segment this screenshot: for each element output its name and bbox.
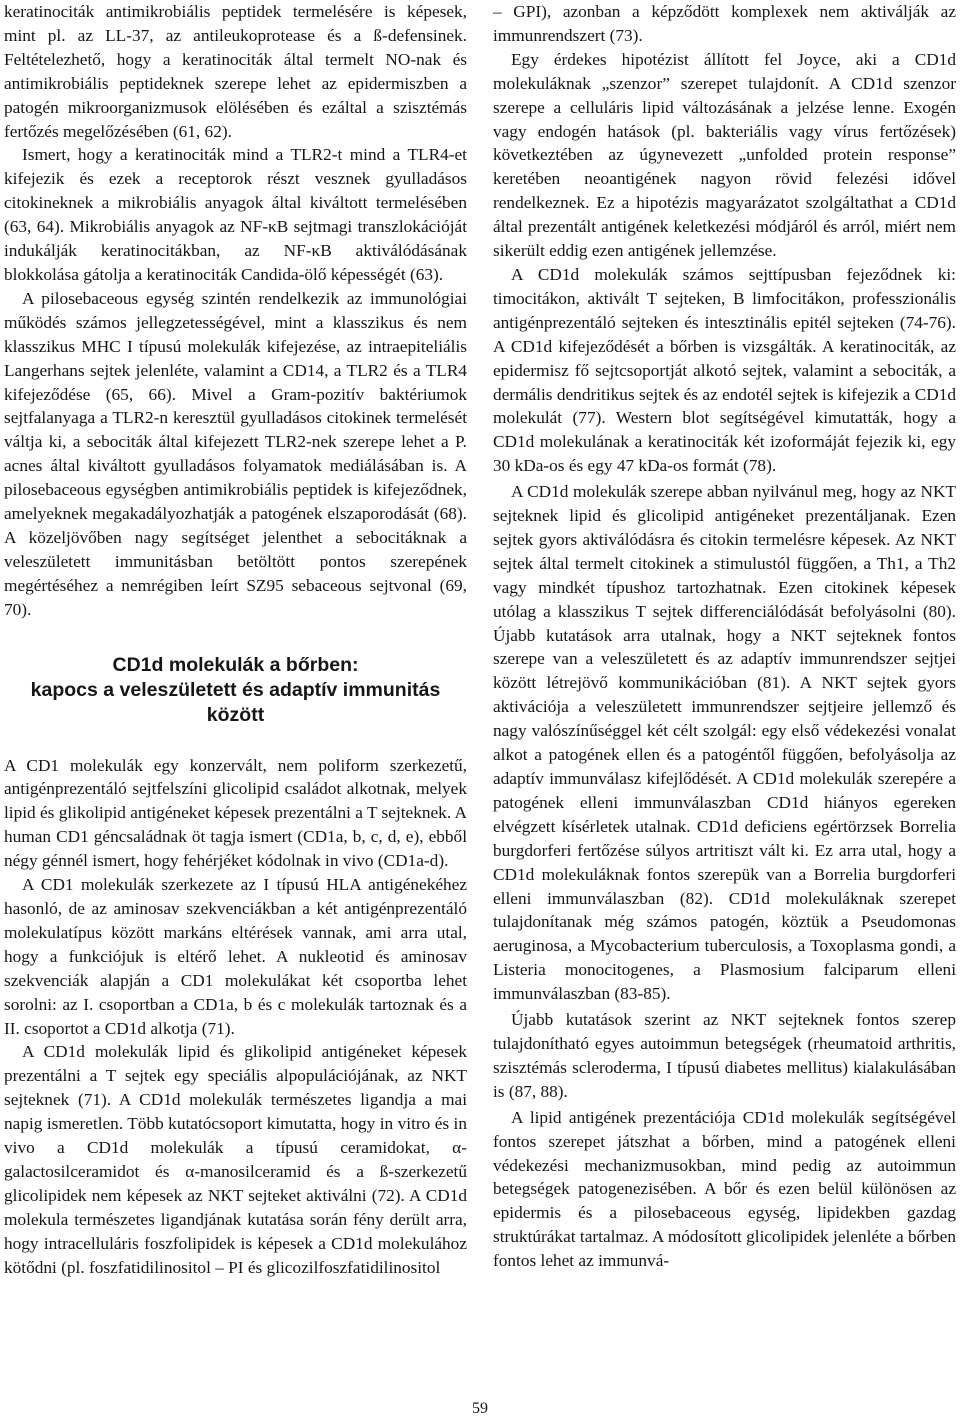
- section-heading: [4, 653, 467, 728]
- paragraph: A CD1 molekulák szerkezete az I típusú HLA antigénekéhez hasonló, de az aminosav szekvenciákban a két antigénprezentáló molekulatípus között markáns eltérések vannak, ami arra utal, hogy a funkciójuk is eltérő lehet. A nukleotid és aminosav szekvenciák alapján a CD1 molekulákat két csoportba lehet sorolni: az I. csoportban a CD1a, b és c molekulák tartoznak és a II. csoportot a CD1d alkotja (71).: [4, 875, 467, 1038]
- paragraph: – GPI), azonban a képződött komplexek nem aktiválják az immunrendszert (73).: [493, 2, 956, 45]
- paragraph: A CD1d molekulák számos sejttípusban fejeződnek ki: timocitákon, aktivált T sejteken, B limfocitákon, professzionális antigénprezentáló sejteken és intesztinális epitél sejteken (74-76). A CD1d kifejeződését a bőrben is vizsgálták. A keratinociták, az epidermisz fő sejtcsoportját alkotó sejtek, valamint a sebociták, a dermális dendritikus sejtek és az endotél sejtek is kifejezik a CD1d molekulát (77). Western blot segítségével kimutatták, hogy a CD1d molekulának a keratinociták két izoformáját fejezik ki, egy 30 kDa-os és egy 47 kDa-os formát (78).: [493, 264, 956, 476]
- paragraph: A CD1 molekulák egy konzervált, nem poliform szerkezetű, antigénprezentáló sejtfelszíni glicolipid családot alkotnak, melyek lipid és glikolipid antigéneket képesek prezentálni a T sejteknek. A human CD1 géncsaládnak öt tagja ismert (CD1a, b, c, d, e), ebből négy génnél ismert, hogy fehérjéket kódolnak in vivo (CD1a-d).: [4, 755, 467, 871]
- heading-line: között: [206, 703, 265, 726]
- paragraph: Újabb kutatások szerint az NKT sejteknek fontos szerep tulajdonítható egyes autoimmun betegségek (rheumatoid arthritis, szisztémás scleroderma, I típusú diabetes mellitus) kialakulásában is (87, 88).: [493, 1010, 956, 1101]
- paragraph: Egy érdekes hipotézist állított fel Joyce, aki a CD1d molekuláknak „szenzor” szerepet tulajdonít. A CD1d szenzor szerepe a celluláris lipid változásának a jelzése lenne. Exogén vagy endogén hatások (pl. bakteriális vagy vírus fertőzések) következtében az úgynevezett „unfolded protein response” keretében neoantigének nagyon rövid felezési idővel rendelkeznek. Ez a hipotézis magyarázatot szolgáltathat a CD1d által prezentált antigének keletkezési módjáról és arról, miért nem sikerült eddig ezen antigének jellemzése.: [493, 49, 956, 261]
- paragraph: A pilosebaceous egység szintén rendelkezik az immunológiai működés számos jellegzetességével, mint a klasszikus és nem klasszikus MHC I típusú molekulák kifejezése, az intraepiteliális Langerhans sejtek jelenléte, valamint a CD14, a TLR2 és a TLR4 kifejeződése (65, 66). Mivel a Gram-pozitív baktériumok sejtfalanyaga a TLR2-n keresztül gyulladásos citokinek termelését váltja ki, a sebociták által kifejezett TLR2-nek szerepe lehet a P. acnes által kiváltott gyulladásos folyamatok mediálásában is. A pilosebaceous egységben antimikrobiális peptidek is kifejeződnek, amelyeknek megakadályozhatják a patogének elszaporodását (68). A közeljövőben nagy segítséget jelenthet a sebocitáknak a veleszületett immunitásban betöltött pontos szerepének megértéséhez a nemrégiben leírt SZ95 sebaceous sejtvonal (69, 70).: [4, 288, 467, 619]
- heading-line: kapocs a veleszületett és adaptív immunitás: [30, 678, 441, 701]
- heading-line: CD1d molekulák a bőrben:: [112, 653, 359, 676]
- left-column: [4, 0, 467, 1280]
- page-number: 59: [472, 1400, 488, 1417]
- paragraph: A CD1d molekulák szerepe abban nyilvánul meg, hogy az NKT sejteknek lipid és glicolipid antigéneket prezentáljanak. Ezen sejtek gyors aktiválódásra és citokin termelésre képesek. Az NKT sejtek által termelt citokinek a stimulustól függően, a Th1, a Th2 vagy mindkét típushoz tartozhatnak. Ezen citokinek képesek utólag a klasszikus T sejtek differenciálódását befolyásolni (80). Újabb kutatások arra utalnak, hogy a NKT sejteknek fontos szerepe van a veleszületett és az adaptív immunrendszer sejtjei között létrejövő kommunikációban (81). A NKT sejtek gyors aktivációja a veleszületett immunrendszer sejtjeire jellemző és nagy valószínűséggel két célt szolgál: egy első védekezési vonalat alkot a patogének ellen és a patogéntől függően, befolyásolja az adaptív immunválasz kifejlődését. A CD1d molekulák szerepére a patogének elleni immunválaszban CD1d hiányos egereken elvégzett kísérletek utalnak. CD1d deficiens egértörzsek Borrelia burgdorferi fertőzése súlyos artritiszt vált ki. Ez arra utal, hogy a CD1d molekuláknak fontos szerepük van a Borrelia burgdorferi elleni immunválaszban (82). CD1d molekuláknak szerepet tulajdonítanak még számos patogén, köztük a Pseudomonas aeruginosa, a Mycobacterium tuberculosis, a Toxoplasma gondi, a Listeria monocitogenes, a Plasmosium falciparum elleni immunválaszban (83-85).: [493, 482, 956, 1004]
- paragraph: A lipid antigének prezentációja CD1d molekulák segítségével fontos szerepet játszhat a bőrben, mind a patogének elleni védekezési mechanizmusokban, mind pedig az autoimmun betegségek patogenezisében. A bőr és ezen belül különösen az epidermis és a pilosebaceous egység, lipidekben gazdag struktúrákat tartalmaz. A módosított glicolipidek jelenléte a bőrben fontos lehet az immunvá-: [493, 1107, 956, 1271]
- paragraph: Ismert, hogy a keratinociták mind a TLR2-t mind a TLR4-et kifejezik és ezek a receptorok részt vesznek gyulladásos citokineknek a mikrobiális anyagok által kiváltott termelésében (63, 64). Mikrobiális anyagok az NF-κB sejtmagi transzlokációját indukálják keratinocitákban, az NF-κB aktiválódásának blokkolása gátolja a keratinociták Candida-ölő képességét (63).: [4, 145, 467, 284]
- paragraph: keratinociták antimikrobiális peptidek termelésére is képesek, mint pl. az LL-37, az antileukoprotease és a ß-defensinek. Feltételezhető, hogy a keratinociták által termelt NO-nak és antimikrobiális peptideknek szerepe lehet az epidermiszben a patogén mikroorganizmusok elölésében és ezáltal a szisztémás fertőzés megelőzésében (61, 62).: [4, 2, 467, 141]
- right-column: [493, 0, 956, 1273]
- paragraph: A CD1d molekulák lipid és glikolipid antigéneket képesek prezentálni a T sejtek egy speciális alpopulációjának, az NKT sejteknek (71). A CD1d molekulák természetes ligandja a mai napig ismeretlen. Több kutatócsoport kimutatta, hogy in vitro és in vivo a CD1d molekulák a típusú ceramidokat, α-galactosilceramidot és α-manosilceramid és a ß-szerkezetű glicolipidek nem képesek az NKT sejteket aktiválni (72). A CD1d molekula természetes ligandjának kutatása során fény derült arra, hogy intracelluláris foszfolipidek is képesek a CD1d molekulához kötődni (pl. foszfatidilinositol – PI és glicozilfoszfatidilinositol: [4, 1042, 467, 1277]
